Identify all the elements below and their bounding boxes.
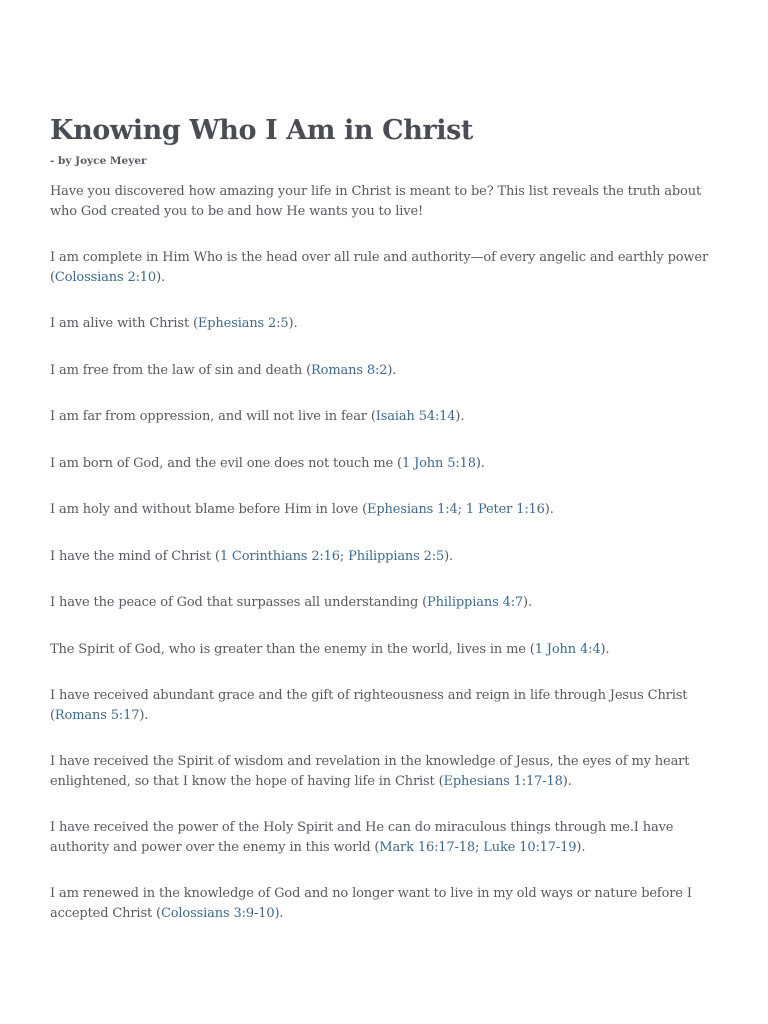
statement-text: I am holy and without blame before Him in love ( [50,502,368,517]
scripture-reference-link[interactable]: 1 Corinthians 2:16 [219,548,340,564]
statement-end: ). [600,641,610,657]
statement-text: I am renewed in the knowledge of God and no longer want to live in my old ways or nature before I accepted Christ ( [50,886,692,921]
statement-end: ). [156,269,165,285]
scripture-reference-link[interactable]: 1 John 5:18 [401,455,476,471]
scripture-reference-link[interactable]: Romans 5:17 [54,707,140,723]
statement [50,547,722,567]
statement-end: ). [523,595,532,610]
statement-end: ). [274,905,284,921]
intro-paragraph: Have you discovered how amazing your life in Christ is meant to be? This list reveals the truth about who God created you to be and how He wants you to live! [50,184,702,219]
statement-text: I am complete in Him Who is the head over all rule and authority—of every angelic and earthly power ( [50,250,709,285]
scripture-reference-link[interactable]: 1 Peter 1:16 [465,502,545,517]
scripture-reference-link[interactable]: Luke 10:17-19 [483,839,577,855]
scripture-reference-link[interactable]: Isaiah 54:14 [375,409,456,424]
statement-text: I have received abundant grace and the gift of righteousness and reign in life through Jesus Christ ( [50,688,688,723]
statement-text: I am alive with Christ ( [50,316,198,331]
statement-text: The Spirit of God, who is greater than the enemy in the world, lives in me ( [50,641,535,657]
statement-end: ). [444,548,454,564]
statement-end: ). [576,839,586,855]
scripture-reference-link[interactable]: Philippians 2:5 [348,548,445,564]
byline: - by Joyce Meyer [50,155,147,167]
statement [50,361,722,381]
statement-end: ). [387,362,397,378]
statement-text: I have received the Spirit of wisdom and revelation in the knowledge of Jesus, the eyes of my heart enlightened, so that I know the hope of having life in Christ ( [50,754,690,789]
statement-text: I am far from oppression, and will not live in fear ( [50,409,376,424]
statement [50,752,722,791]
reference-separator: ; [457,502,466,517]
statement-list [50,248,722,923]
statement-text: I have received the power of the Holy Spirit and He can do miraculous things through me.I have authority and power over the enemy in this world ( [50,820,674,855]
statement-text: I am born of God, and the evil one does not touch me ( [50,455,402,471]
statement-text: I am free from the law of sin and death ( [50,362,312,378]
statement-end: ). [455,409,465,424]
statement [50,454,722,474]
scripture-reference-link[interactable]: Colossians 2:10 [54,269,157,285]
scripture-reference-link[interactable]: 1 John 4:4 [534,641,601,657]
scripture-reference-link[interactable]: Philippians 4:7 [427,595,524,610]
scripture-reference-link[interactable]: Colossians 3:9-10 [160,905,275,921]
statement [50,686,722,725]
statement [50,818,722,857]
page-title: Knowing Who I Am in Christ [50,115,473,146]
statement-text: I have the mind of Christ ( [50,548,220,564]
article [50,112,722,923]
statement [50,407,722,427]
statement [50,593,722,613]
statement [50,640,722,660]
reference-separator: ; [339,548,349,564]
statement-text: I have the peace of God that surpasses all understanding ( [50,595,428,610]
statement-end: ). [544,502,554,517]
statement-end: ). [562,773,572,789]
statement-end: ). [139,707,149,723]
scripture-reference-link[interactable]: Ephesians 1:4 [367,502,458,517]
statement-end: ). [288,316,298,331]
reference-separator: ; [475,839,484,855]
scripture-reference-link[interactable]: Mark 16:17-18 [379,839,476,855]
scripture-reference-link[interactable]: Romans 8:2 [311,362,388,378]
statement [50,248,722,287]
scripture-reference-link[interactable]: Ephesians 1:17-18 [443,773,563,789]
statement [50,314,722,334]
scripture-reference-link[interactable]: Ephesians 2:5 [197,316,289,331]
statement-end: ). [475,455,485,471]
statement [50,500,722,520]
statement [50,884,722,923]
